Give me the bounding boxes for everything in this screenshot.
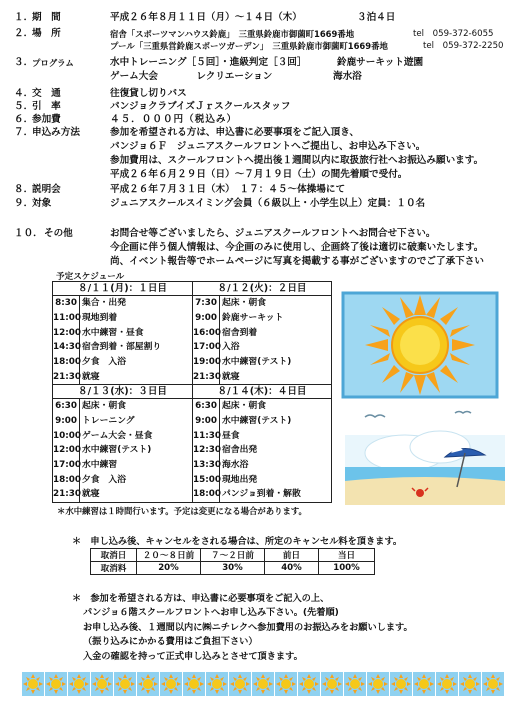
schedule-event: 11:30 昼食 <box>193 429 331 444</box>
sun-border <box>22 672 510 696</box>
schedule-event: 17:00 入浴 <box>193 340 331 355</box>
schedule-event: 12:00 水中練習・昼食 <box>53 326 192 341</box>
info-fee: ６． 参加費 ４５．０００円（税込み） <box>14 114 238 125</box>
schedule-event: 18:00 夕食 入浴 <box>53 473 192 488</box>
schedule-event: 18:00 パンジョ到着・解散 <box>193 487 331 502</box>
schedule-event: 12:00 水中練習(テスト) <box>53 443 192 458</box>
other-line-2: 尚、イベント報告等でホームページに写真を掲載する事がございますのでご了承下さい <box>110 256 484 267</box>
apply-note-4: （振り込みにかかる費用はご負担下さい） <box>83 636 258 647</box>
schedule-event: 9:00 水中練習(テスト) <box>193 414 331 429</box>
apply-line-2: 参加費用は、スクールフロントへ提出後１週間以内に取扱旅行社へお振込み願います。 <box>110 155 484 166</box>
cancel-header: 前日 <box>265 549 319 562</box>
info-leader: ５． 引 率 パンジョクラブイズＪｒスクールスタッフ <box>14 101 291 112</box>
apply-note-5: 入金の確認を持って正式申し込みとさせて頂きます。 <box>83 651 303 662</box>
day-title: ８/１２(火)：２日目 <box>193 282 331 296</box>
schedule-event: 16:00 宿舎到着 <box>193 326 331 341</box>
schedule-event: 19:00 水中練習(テスト) <box>193 355 331 370</box>
info-briefing: ８． 説明会 平成２６年７月３１日（木） １７：４５～体操場にて <box>14 184 346 195</box>
cancel-header-row <box>91 549 375 562</box>
schedule-event: 10:00 ゲーム大会・昼食 <box>53 429 192 444</box>
cancel-header: 当日 <box>319 549 375 562</box>
info-program: ３． プログラム 水中トレーニング［５回］・進級判定［３回］ 鈴鹿サーキット遊園 <box>14 57 424 68</box>
info-transport: ４． 交 通 往復貸し切りバス <box>14 88 187 99</box>
schedule-event: 21:30 就寝 <box>53 370 192 385</box>
schedule-event: 18:00 夕食 入浴 <box>53 355 192 370</box>
schedule-day-3 <box>53 385 193 502</box>
schedule-event: 15:00 現地出発 <box>193 473 331 488</box>
apply-line-3: 平成２６年６月２９日（日）～７月１９日（土）の間先着順で受付。 <box>110 169 408 180</box>
schedule-note: ＊水中練習は１時間行います。予定は変更になる場合があります。 <box>57 506 307 516</box>
schedule-title: 予定スケジュール <box>56 272 125 282</box>
info-target: ９． 対象 ジュニアスクールスイミング会員（６級以上・小学生以上）定員：１０名 <box>14 198 426 209</box>
schedule-event: 14:30 宿舎到着・部屋割り <box>53 340 192 355</box>
day-title: ８/１４(木)：４日目 <box>193 385 331 399</box>
sun-illustration <box>340 290 500 400</box>
schedule-event: 21:30 就寝 <box>53 487 192 502</box>
schedule-event: 8:30 集合・出発 <box>53 296 192 311</box>
apply-note-3: お申し込み後、１週間以内に㈱ニチレクへ参加費用のお振込みをお願いします。 <box>83 622 413 633</box>
cancel-intro: ＊ 申し込み後、キャンセルをされる場合は、所定のキャンセル料を頂きます。 <box>72 536 403 547</box>
info-place-pool: プール「三重県営鈴鹿スポーツガーデン」 三重県鈴鹿市御薗町1669番地 tel 059-372-2250 <box>110 41 504 51</box>
cancel-cell: 100% <box>319 562 375 575</box>
schedule-table <box>52 281 332 503</box>
info-program-2: ゲーム大会 レクリエーション 海水浴 <box>110 71 362 82</box>
schedule-event: 9:00 鈴鹿サーキット <box>193 311 331 326</box>
schedule-event: 21:30 就寝 <box>193 370 331 385</box>
info-apply-method: ７． 申込み方法 参加を希望される方は、申込書に必要事項をご記入頂き、 <box>14 127 360 138</box>
cancel-header: ２０～８日前 <box>137 549 201 562</box>
cancel-header: ７～２日前 <box>201 549 265 562</box>
cancel-cell: 40% <box>265 562 319 575</box>
info-period: １． 期 間 平成２６年８月１１日（月）～１４日（木） ３泊４日 <box>14 12 396 23</box>
schedule-event: 12:30 宿舎出発 <box>193 443 331 458</box>
beach-illustration <box>345 405 505 505</box>
day-title: ８/１３(水)：３日目 <box>53 385 192 399</box>
schedule-event: 17:00 水中練習 <box>53 458 192 473</box>
apply-note-2: パンジョ６階スクールフロントへお申し込み下さい。(先着順) <box>83 607 339 618</box>
cancel-fee-table <box>90 548 375 575</box>
other-line-1: 今企画に伴う個人情報は、今企画のみに使用し、企画終了後は適切に破棄いたします。 <box>110 242 484 253</box>
schedule-event: 7:30 起床・朝食 <box>193 296 331 311</box>
schedule-day-1 <box>53 282 193 385</box>
schedule-event: 9:00 トレーニング <box>53 414 192 429</box>
apply-line-1: パンジョ６Ｆ ジュニアスクールフロントへご提出し、お申込み下さい。 <box>110 141 426 152</box>
cancel-cell: 取消料 <box>91 562 137 575</box>
info-place: ２． 場 所 宿舎「スポーツマンハウス鈴鹿」 三重県鈴鹿市御薗町1669番地 tel 059-372-6055 <box>14 28 494 39</box>
day-title: ８/１１(月)：１日目 <box>53 282 192 296</box>
cancel-cell: 20% <box>137 562 201 575</box>
cancel-cell: 30% <box>201 562 265 575</box>
cancel-header: 取消日 <box>91 549 137 562</box>
schedule-event: 11:00 現地到着 <box>53 311 192 326</box>
info-other: １０． その他 お問合せ等ございましたら、ジュニアスクールフロントへお問合せ下さい。 <box>14 228 436 239</box>
schedule-event: 13:30 海水浴 <box>193 458 331 473</box>
apply-note-1: ＊ 参加を希望される方は、申込書に必要事項をご記入の上、 <box>72 593 330 604</box>
schedule-day-2 <box>193 282 331 385</box>
schedule-event: 6:30 起床・朝食 <box>53 399 192 414</box>
schedule-day-4 <box>193 385 331 502</box>
schedule-event: 6:30 起床・朝食 <box>193 399 331 414</box>
cancel-fee-row <box>91 562 375 575</box>
sun-icon <box>22 672 504 696</box>
